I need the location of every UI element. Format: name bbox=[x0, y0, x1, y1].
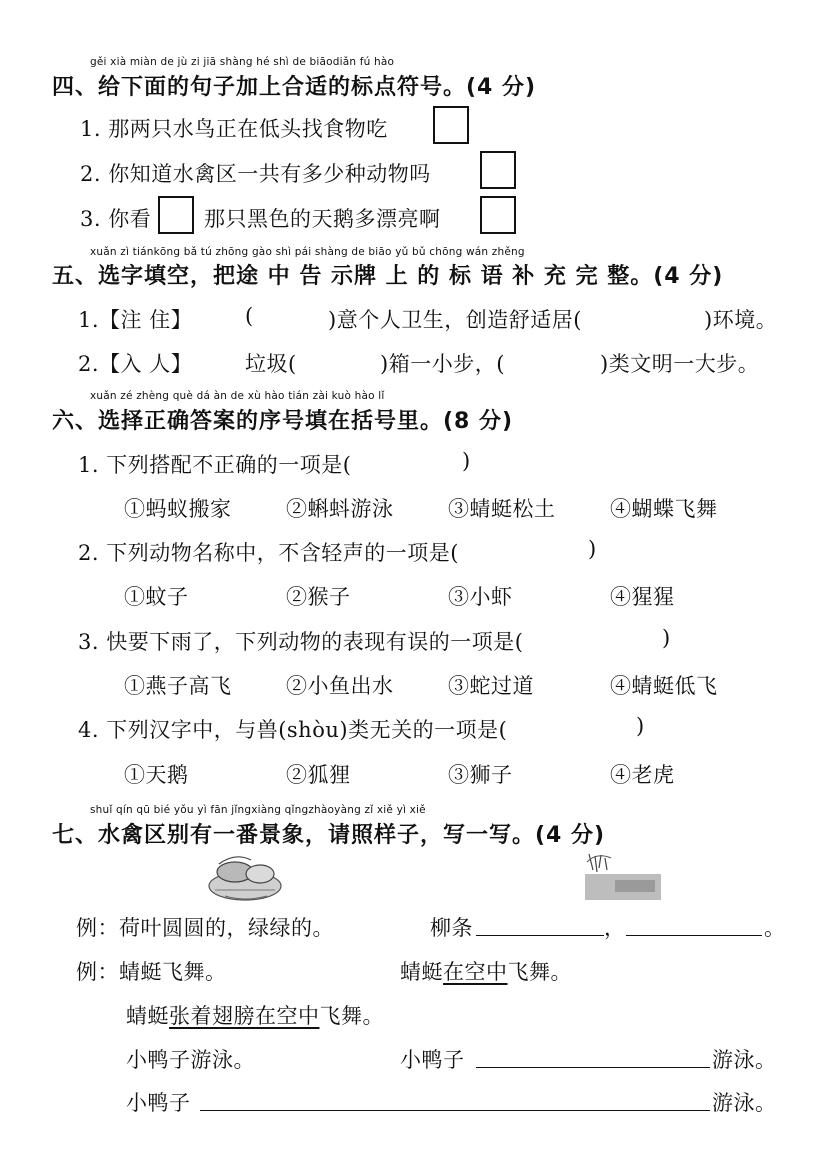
s5-q1-end: )环境。 bbox=[704, 308, 778, 332]
s7-example2-verb: 飞舞。 bbox=[507, 960, 572, 984]
s5-q1-open-paren: ( bbox=[245, 304, 254, 328]
s4-q1-answer-box[interactable] bbox=[433, 106, 469, 144]
s6-q4-option: ③狮子 bbox=[448, 763, 513, 787]
willow-image bbox=[585, 852, 665, 902]
s7-example2-result bbox=[400, 956, 572, 986]
s6-q2-option: ①蚊子 bbox=[124, 585, 189, 609]
section6-heading: 六、选择正确答案的序号填在括号里。(8 分) bbox=[52, 409, 514, 434]
s7-answer-line-2[interactable] bbox=[626, 915, 762, 936]
s4-q1: 1. 那两只水鸟正在低头找食物吃 bbox=[80, 117, 388, 141]
s5-q2-start: 垃圾( bbox=[245, 352, 297, 376]
s7-example2: 例：蜻蜓飞舞。 bbox=[76, 960, 227, 984]
s4-q3-start: 3. 你看 bbox=[80, 207, 152, 231]
lotus-leaf-image bbox=[205, 850, 285, 905]
s7-example2-underlined: 在空中 bbox=[443, 960, 508, 984]
s6-q3-stem: 3. 快要下雨了，下列动物的表现有误的一项是( bbox=[78, 630, 524, 654]
s7-answer-line-1[interactable] bbox=[476, 915, 604, 936]
s5-q2-label: 2.【入 人】 bbox=[78, 352, 193, 376]
s6-q1-stem: 1. 下列搭配不正确的一项是( bbox=[78, 453, 352, 477]
s7-comma: ， bbox=[604, 916, 626, 940]
section6-pinyin: xuǎn zé zhèng què dá àn de xù hào tián zài kuò hào lǐ bbox=[90, 390, 385, 402]
s6-q1-option: ②蝌蚪游泳 bbox=[286, 497, 394, 521]
s4-q3-answer-box-2[interactable] bbox=[480, 196, 516, 234]
s5-q2-end: )类文明一大步。 bbox=[600, 352, 760, 376]
s7-period: 。 bbox=[764, 916, 786, 940]
s7-example2-subject: 蜻蜓 bbox=[400, 960, 443, 984]
s7-example1-target: 柳条 bbox=[430, 916, 473, 940]
s5-q1-middle: )意个人卫生，创造舒适居( bbox=[328, 308, 582, 332]
s6-q2-stem: 2. 下列动物名称中，不含轻声的一项是( bbox=[78, 541, 459, 565]
s6-q2-close-paren: ) bbox=[588, 537, 597, 561]
s7-example1: 例：荷叶圆圆的，绿绿的。 bbox=[76, 916, 334, 940]
s6-q3-option: ④蜻蜓低飞 bbox=[610, 674, 718, 698]
s4-q3-end: 那只黑色的天鹅多漂亮啊 bbox=[204, 207, 441, 231]
s6-q3-close-paren: ) bbox=[662, 626, 671, 650]
s7-duck-answer-end: 游泳。 bbox=[712, 1048, 777, 1072]
s7-duck2-start: 小鸭子 bbox=[126, 1091, 191, 1115]
s6-q1-close-paren: ) bbox=[462, 449, 471, 473]
s6-q3-option: ①燕子高飞 bbox=[124, 674, 232, 698]
s7-example3-verb: 飞舞。 bbox=[319, 1004, 384, 1028]
s6-q1-option: ④蝴蝶飞舞 bbox=[610, 497, 718, 521]
s6-q1-option: ③蜻蜓松土 bbox=[448, 497, 556, 521]
section5-heading: 五、选字填空，把途 中 告 示牌 上 的 标 语 补 充 完 整。(4 分) bbox=[52, 264, 724, 289]
s6-q4-option: ①天鹅 bbox=[124, 763, 189, 787]
s6-q2-option: ③小虾 bbox=[448, 585, 513, 609]
s5-q1-label: 1.【注 住】 bbox=[78, 308, 193, 332]
s7-example3-underlined: 张着翅膀在空中 bbox=[169, 1004, 320, 1028]
section7-heading: 七、水禽区别有一番景象，请照样子，写一写。(4 分) bbox=[52, 823, 606, 848]
s5-q2-middle: )箱一小步，( bbox=[380, 352, 505, 376]
s7-duck-sentence: 小鸭子游泳。 bbox=[126, 1048, 255, 1072]
s6-q2-option: ②猴子 bbox=[286, 585, 351, 609]
s6-q4-stem: 4. 下列汉字中，与兽(shòu)类无关的一项是( bbox=[78, 718, 508, 742]
s4-q2: 2. 你知道水禽区一共有多少种动物吗 bbox=[80, 162, 431, 186]
s7-example3-subject: 蜻蜓 bbox=[126, 1004, 169, 1028]
s6-q4-option: ②狐狸 bbox=[286, 763, 351, 787]
s4-q2-answer-box[interactable] bbox=[480, 151, 516, 189]
s7-example3 bbox=[126, 1000, 384, 1030]
s6-q3-option: ③蛇过道 bbox=[448, 674, 534, 698]
section7-pinyin: shuǐ qín qū bié yǒu yì fān jǐngxiàng qǐngzhàoyàng zǐ xiě yì xiě bbox=[90, 804, 426, 816]
s7-duck-answer-line-1[interactable] bbox=[476, 1047, 710, 1068]
section5-pinyin: xuǎn zì tiánkōng bǎ tú zhōng gào shì pái shàng de biāo yǔ bǔ chōng wán zhěng bbox=[90, 246, 525, 258]
section4-heading: 四、给下面的句子加上合适的标点符号。(4 分) bbox=[52, 75, 537, 100]
s7-duck-answer-line-2[interactable] bbox=[200, 1090, 710, 1111]
s6-q4-close-paren: ) bbox=[636, 714, 645, 738]
s6-q1-option: ①蚂蚁搬家 bbox=[124, 497, 232, 521]
s7-duck2-end: 游泳。 bbox=[712, 1091, 777, 1115]
s4-q3-answer-box-1[interactable] bbox=[158, 196, 194, 234]
section4-pinyin: gěi xià miàn de jù zi jiā shàng hé shì de biāodiǎn fú hào bbox=[90, 56, 395, 68]
s7-duck-answer-start: 小鸭子 bbox=[400, 1048, 465, 1072]
s6-q4-option: ④老虎 bbox=[610, 763, 675, 787]
s6-q3-option: ②小鱼出水 bbox=[286, 674, 394, 698]
s6-q2-option: ④猩猩 bbox=[610, 585, 675, 609]
